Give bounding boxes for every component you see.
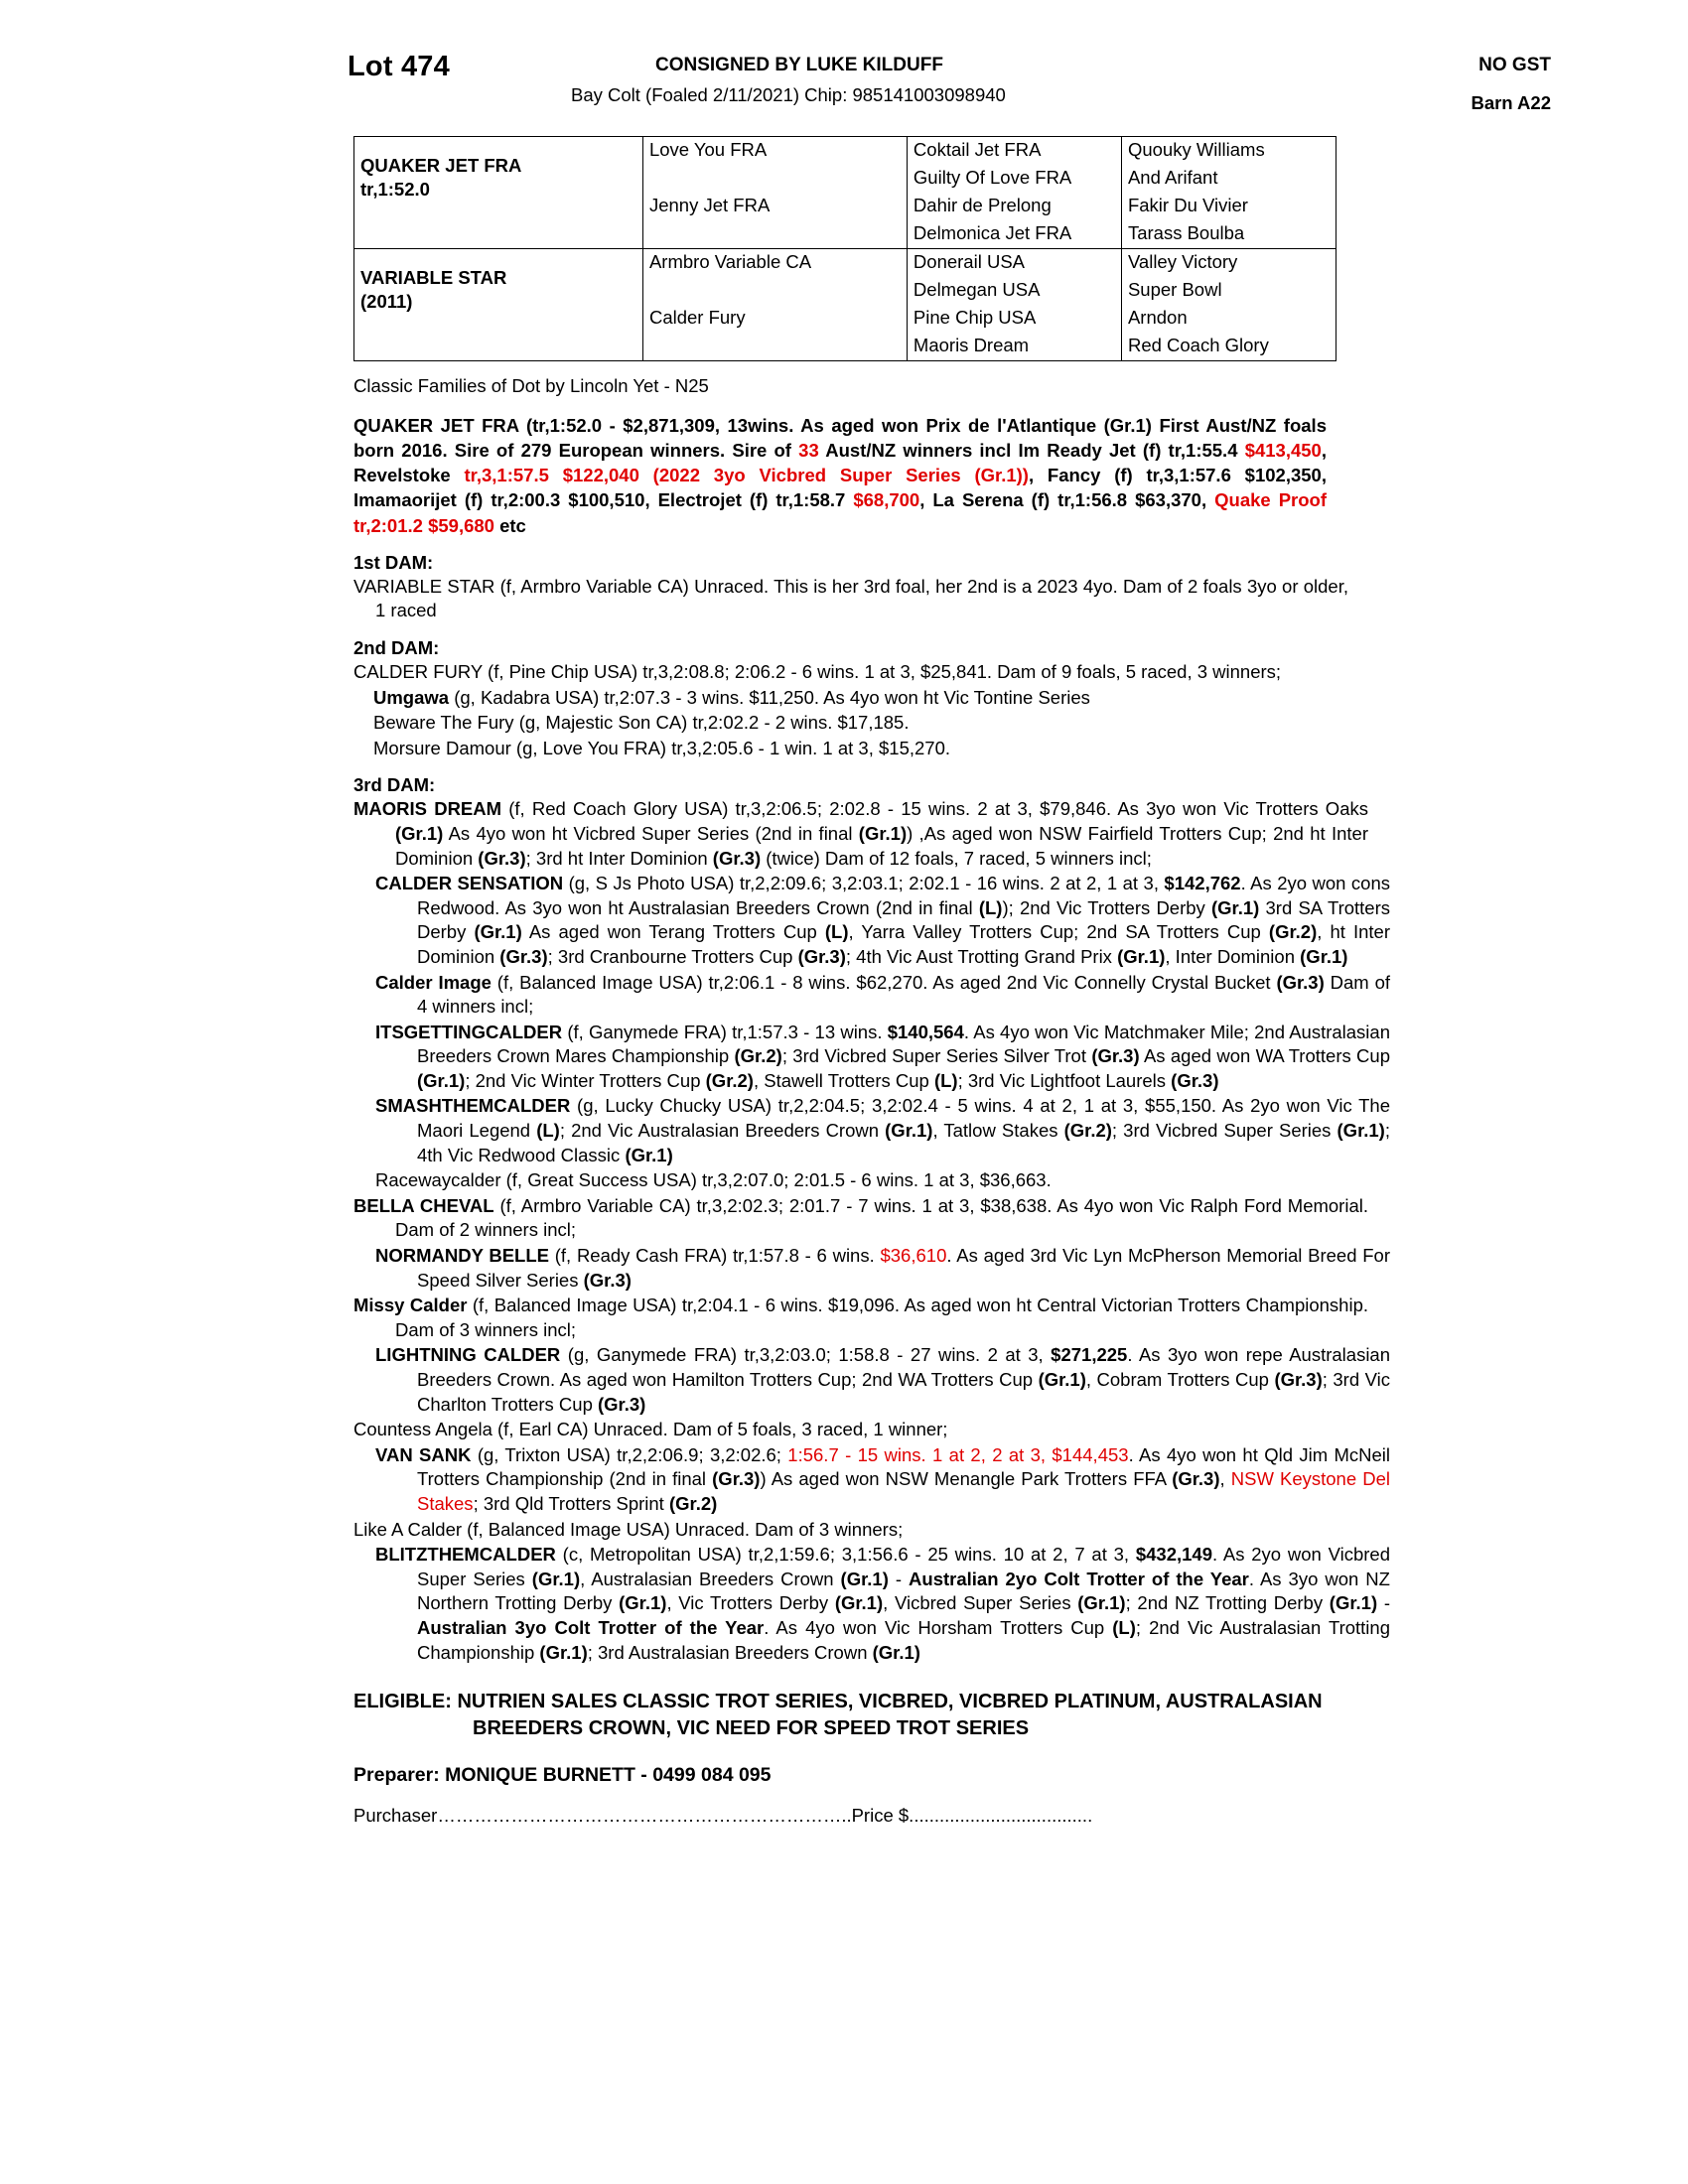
entry-emphasis: (Gr.1)	[625, 1144, 673, 1165]
entry-text: (f, Ganymede FRA) tr,1:57.3 - 13 wins.	[562, 1021, 888, 1042]
entry-emphasis: (Gr.1)	[885, 1120, 933, 1142]
pedigree-sire-cell	[354, 137, 643, 249]
entry-text: (f, Armbro Variable CA) Unraced. This is her 3rd foal, her 2nd is a 2023 4yo. Dam of 2 foals 3yo or older, 1 raced	[375, 575, 1348, 621]
entry-emphasis: (Gr.2)	[1063, 1120, 1112, 1142]
entry-text: ; 2nd NZ Trotting Derby	[1125, 1592, 1330, 1614]
entry-text: , Vicbred Super Series	[883, 1592, 1078, 1614]
entry-emphasis: Australian 2yo Colt Trotter of the Year	[909, 1568, 1249, 1589]
entry-text: . As 3yo won NZ Northern Trotting Derby	[417, 1568, 1390, 1614]
entry-text: , Cobram Trotters Cup	[1085, 1369, 1275, 1390]
entry-text: ; 2nd Vic Australasian Trotting Championship	[417, 1616, 1390, 1663]
entry-highlight: $36,610	[880, 1245, 947, 1267]
entry-emphasis: (L)	[824, 921, 849, 943]
pedigree-entry	[348, 1518, 1368, 1543]
entry-emphasis: Missy Calder	[353, 1295, 468, 1316]
entry-text: (twice) Dam of 12 foals, 7 raced, 5 winners incl;	[761, 847, 1152, 869]
pedigree-row	[354, 249, 1336, 278]
entry-emphasis: (Gr.1)	[1336, 1120, 1385, 1142]
entry-text: ) ,As aged won NSW Fairfield Trotters Cup; 2nd ht Inter Dominion	[395, 822, 1368, 869]
pedigree-entry	[348, 1294, 1368, 1342]
sire-record: tr,1:52.0	[360, 179, 430, 201]
entry-text: , Inter Dominion	[1165, 945, 1301, 967]
entry-highlight: NSW Keystone Del Stakes	[417, 1468, 1390, 1514]
entry-text: (f, Pine Chip USA) tr,3,2:08.8; 2:06.2 - 6 wins. 1 at 3, $25,841. Dam of 9 foals, 5 raced, 3 winners;	[482, 660, 1282, 682]
pedigree-gen2: Jenny Jet FRA	[642, 193, 907, 220]
sire-text: , Revelstoke	[353, 440, 1327, 486]
entry-emphasis: (L)	[536, 1120, 560, 1142]
pedigree-entry	[348, 1194, 1368, 1243]
entry-emphasis: (Gr.1)	[1117, 945, 1166, 967]
sire-text: Aust/NZ winners incl Im Ready Jet (f) tr,1:55.4	[818, 440, 1245, 462]
pedigree-entry	[348, 872, 1390, 969]
entry-text: As aged won Terang Trotters Cup	[521, 921, 825, 943]
entry-text: (g, Kadabra USA) tr,2:07.3 - 3 wins. $11,250. As 4yo won ht Vic Tontine Series	[449, 686, 1090, 708]
entry-emphasis: (Gr.2)	[705, 1069, 754, 1091]
pedigree-gen4: Red Coach Glory	[1127, 335, 1269, 355]
entry-text: ; 2nd Vic Winter Trotters Cup	[465, 1069, 706, 1091]
entry-text: CALDER FURY	[353, 660, 483, 682]
entry-emphasis: (Gr.1)	[539, 1641, 588, 1663]
pedigree-entry	[348, 1244, 1390, 1293]
pedigree-entry	[348, 660, 1348, 685]
entry-text: , Stawell Trotters Cup	[753, 1069, 934, 1091]
entry-text: 3rd SA Trotters Derby	[417, 896, 1391, 943]
pedigree-gen3: Dahir de Prelong	[907, 193, 1121, 220]
entry-emphasis: (Gr.2)	[734, 1045, 782, 1067]
entry-emphasis: (Gr.3)	[1276, 971, 1325, 993]
entry-text: ; 4th Vic Aust Trotting Grand Prix	[845, 945, 1118, 967]
entry-text: ,	[1219, 1468, 1231, 1490]
pedigree-gen4: Quouky Williams	[1127, 139, 1265, 160]
entry-text: -	[1377, 1592, 1390, 1614]
entry-emphasis: (L)	[933, 1069, 958, 1091]
entry-emphasis: Calder Image	[375, 971, 492, 993]
entry-text: , Vic Trotters Derby	[666, 1592, 835, 1614]
dam-name: VARIABLE STAR	[360, 267, 507, 288]
pedigree-gen2: Armbro Variable CA	[642, 249, 907, 278]
entry-emphasis: BLITZTHEMCALDER	[375, 1544, 556, 1566]
entry-emphasis: (Gr.3)	[598, 1393, 646, 1415]
pedigree-gen3: Delmegan USA	[907, 277, 1121, 305]
entry-text: ; 2nd Vic Australasian Breeders Crown	[559, 1120, 886, 1142]
pedigree-entry	[348, 797, 1368, 871]
entry-text: Racewaycalder (f, Great Success USA) tr,3,2:07.0; 2:01.5 - 6 wins. 1 at 3, $36,663.	[375, 1169, 1052, 1191]
entry-emphasis: (Gr.1)	[1329, 1592, 1378, 1614]
entry-text: . As 2yo won cons Redwood. As 3yo won ht Australasian Breeders Crown (2nd in final	[417, 873, 1390, 918]
entry-emphasis: (Gr.1)	[474, 921, 522, 943]
entry-text: , ht Inter Dominion	[417, 921, 1390, 967]
entry-text: (f, Red Coach Glory USA) tr,3,2:06.5; 2:02.8 - 15 wins. 2 at 3, $79,846. As 3yo won Vic Trotters Oaks	[501, 798, 1368, 820]
pedigree-gen4: Super Bowl	[1127, 279, 1222, 300]
entry-emphasis: (Gr.1)	[417, 1069, 466, 1091]
entry-emphasis: (Gr.3)	[1171, 1069, 1219, 1091]
pedigree-entry	[348, 1418, 1368, 1442]
entry-emphasis: (Gr.1)	[1300, 945, 1348, 967]
entry-text: ; 3rd Vicbred Super Series	[1111, 1120, 1337, 1142]
pedigree-gen3: Maoris Dream	[907, 333, 1121, 361]
entry-emphasis: Umgawa	[373, 686, 450, 708]
entry-text: ; 3rd Australasian Breeders Crown	[587, 1641, 873, 1663]
entry-emphasis: BELLA CHEVAL	[353, 1194, 494, 1216]
sire-text: QUAKER JET FRA (tr,1:52.0 - $2,871,309, 13wins. As aged won Prix de l'Atlantique (Gr.1) First Aust/NZ foals born 2016. Sire of 279 European winners. Sire of	[353, 415, 1327, 462]
preparer-line: Preparer: MONIQUE BURNETT - 0499 084 095	[353, 1764, 772, 1787]
entry-text: Dam of 4 winners incl;	[417, 971, 1390, 1018]
pedigree-entry	[348, 1168, 1390, 1193]
entry-text: Like A Calder (f, Balanced Image USA) Unraced. Dam of 3 winners;	[353, 1518, 904, 1540]
entry-emphasis: (Gr.3)	[1091, 1045, 1140, 1067]
sire-highlight: Quake Proof tr,2:01.2 $59,680	[353, 489, 1327, 536]
entry-emphasis: (Gr.3)	[1172, 1468, 1220, 1490]
entry-emphasis: Australian 3yo Colt Trotter of the Year	[417, 1616, 765, 1638]
entry-text: , Yarra Valley Trotters Cup; 2nd SA Trotters Cup	[848, 921, 1269, 943]
entry-emphasis: (Gr.2)	[668, 1492, 718, 1514]
pedigree-gen3: Delmonica Jet FRA	[907, 220, 1121, 249]
pedigree-entry	[348, 686, 1368, 711]
sire-name: QUAKER JET FRA	[360, 155, 522, 176]
entry-emphasis: (Gr.3)	[1274, 1369, 1323, 1390]
purchaser-line: Purchaser…………………………………………………………..Price $....................................	[353, 1805, 1093, 1827]
entry-text: VARIABLE STAR	[353, 575, 495, 597]
entry-emphasis: (Gr.3)	[712, 1468, 761, 1490]
pedigree-gen2: Love You FRA	[642, 137, 907, 166]
dam-heading: 3rd DAM:	[353, 774, 436, 796]
eligibility-note: ELIGIBLE: NUTRIEN SALES CLASSIC TROT SERIES, VICBRED, VICBRED PLATINUM, AUSTRALASIAN BREEDERS CROWN, VIC NEED FOR SPEED TROT SERIES	[353, 1691, 1323, 1740]
pedigree-entry	[348, 1094, 1390, 1167]
sire-text: , Fancy (f) tr,3,1:57.6 $102,350, Imamaorijet (f) tr,2:00.3 $100,510, Electrojet (f) tr,1:58.7	[353, 465, 1327, 511]
pedigree-entry	[348, 1021, 1390, 1094]
entry-emphasis: (Gr.1)	[872, 1641, 920, 1663]
entry-text: ; 3rd Vic Charlton Trotters Cup	[417, 1369, 1390, 1415]
sire-text: , La Serena (f) tr,1:56.8 $63,370,	[919, 489, 1215, 511]
entry-text: ; 3rd Cranbourne Trotters Cup	[547, 945, 798, 967]
sire-highlight: 33	[798, 440, 819, 462]
entry-emphasis: CALDER SENSATION	[375, 873, 564, 894]
entry-emphasis: $142,762	[1164, 873, 1241, 894]
pedigree-gen4: Tarass Boulba	[1127, 222, 1245, 243]
page-header	[348, 45, 1589, 136]
entry-highlight: 1:56.7 - 15 wins. 1 at 2, 2 at 3, $144,453	[787, 1443, 1129, 1465]
pedigree-gen3: Pine Chip USA	[907, 305, 1121, 333]
entry-text: , Tatlow Stakes	[932, 1120, 1064, 1142]
sire-highlight: $413,450	[1244, 440, 1322, 462]
pedigree-gen2	[642, 277, 907, 305]
entry-emphasis: VAN SANK	[375, 1443, 472, 1465]
entry-text: . As aged 3rd Vic Lyn McPherson Memorial Breed For Speed Silver Series	[417, 1245, 1390, 1291]
barn-label: Barn A22	[1471, 92, 1551, 113]
pedigree-entry	[348, 575, 1348, 623]
entry-text: ; 4th Vic Redwood Classic	[417, 1120, 1390, 1165]
pedigree-gen4: Arndon	[1127, 307, 1188, 328]
entry-text: Morsure Damour (g, Love You FRA) tr,3,2:05.6 - 1 win. 1 at 3, $15,270.	[373, 737, 951, 758]
entry-text: ) As aged won NSW Menangle Park Trotters FFA	[760, 1468, 1173, 1490]
entry-emphasis: (Gr.1)	[531, 1568, 581, 1589]
entry-emphasis: MAORIS DREAM	[353, 798, 502, 820]
entry-emphasis: $432,149	[1135, 1544, 1213, 1566]
sire-text: etc	[493, 514, 526, 536]
pedigree-gen3: Guilty Of Love FRA	[907, 165, 1121, 193]
entry-text: ; 3rd Vic Lightfoot Laurels	[957, 1069, 1172, 1091]
entry-text: . As 2yo won Vicbred Super Series	[417, 1544, 1390, 1589]
entry-emphasis: ITSGETTINGCALDER	[375, 1021, 563, 1042]
entry-text: (g, Ganymede FRA) tr,3,2:03.0; 1:58.8 - 27 wins. 2 at 3,	[560, 1344, 1052, 1366]
entry-text: (f, Balanced Image USA) tr,2:06.1 - 8 wins. $62,270. As aged 2nd Vic Connelly Crystal Bucket	[491, 971, 1277, 993]
entry-text: Countess Angela (f, Earl CA) Unraced. Dam of 5 foals, 3 raced, 1 winner;	[353, 1419, 948, 1440]
entry-emphasis: (Gr.3)	[712, 847, 762, 869]
entry-emphasis: (Gr.1)	[1211, 896, 1260, 918]
pedigree-row	[354, 137, 1336, 166]
entry-text: (g, Trixton USA) tr,2,2:06.9; 3,2:02.6;	[471, 1443, 788, 1465]
sire-highlight: $68,700	[853, 489, 920, 511]
entry-emphasis: (Gr.1)	[1038, 1369, 1086, 1390]
pedigree-entry	[348, 1543, 1390, 1665]
pedigree-gen4: And Arifant	[1127, 167, 1218, 188]
sire-highlight: tr,3,1:57.5 $122,040 (2022 3yo Vicbred Super Series (Gr.1))	[464, 465, 1029, 486]
dam-year: (2011)	[360, 291, 413, 313]
entry-emphasis: $271,225	[1051, 1344, 1128, 1366]
pedigree-gen3: Coktail Jet FRA	[907, 137, 1121, 166]
pedigree-entry	[348, 711, 1368, 736]
entry-emphasis: (Gr.3)	[499, 945, 548, 967]
entry-text: As aged won WA Trotters Cup	[1139, 1045, 1390, 1067]
entry-text: Beware The Fury (g, Majestic Son CA) tr,2:02.2 - 2 wins. $17,185.	[373, 712, 910, 734]
dam-sections	[348, 552, 1589, 1665]
entry-emphasis: SMASHTHEMCALDER	[375, 1095, 571, 1117]
pedigree-table	[353, 136, 1336, 361]
sire-paragraph	[353, 413, 1327, 538]
entry-text: (f, Ready Cash FRA) tr,1:57.8 - 6 wins.	[549, 1245, 881, 1267]
pedigree-gen2	[642, 165, 907, 193]
entry-text: , Australasian Breeders Crown	[580, 1568, 841, 1589]
consignor-line: CONSIGNED BY LUKE KILDUFF	[655, 55, 943, 75]
entry-emphasis: (Gr.1)	[858, 822, 908, 844]
entry-text: ); 2nd Vic Trotters Derby	[1002, 896, 1211, 918]
gst-status: NO GST	[1478, 55, 1551, 75]
classic-families-line: Classic Families of Dot by Lincoln Yet - N25	[353, 375, 709, 396]
pedigree-gen4: Valley Victory	[1121, 249, 1336, 278]
entry-text: (f, Armbro Variable CA) tr,3,2:02.3; 2:01.7 - 7 wins. 1 at 3, $38,638. As 4yo won Vic Ralph Ford Memorial. Dam of 2 winners incl;	[395, 1194, 1368, 1241]
entry-text: . As 4yo won ht Qld Jim McNeil Trotters Championship (2nd in final	[417, 1443, 1390, 1490]
entry-text: As 4yo won ht Vicbred Super Series (2nd in final	[443, 822, 859, 844]
horse-description: Bay Colt (Foaled 2/11/2021) Chip: 985141003098940	[571, 84, 1006, 105]
pedigree-gen2	[642, 220, 907, 249]
entry-emphasis: (Gr.3)	[583, 1269, 632, 1291]
entry-text: . As 4yo won Vic Matchmaker Mile; 2nd Australasian Breeders Crown Mares Championship	[417, 1021, 1390, 1067]
pedigree-entry	[348, 971, 1390, 1020]
entry-emphasis: (Gr.2)	[1268, 921, 1318, 943]
entry-emphasis: (Gr.1)	[395, 822, 444, 844]
entry-text: ; 3rd ht Inter Dominion	[525, 847, 713, 869]
pedigree-entry	[348, 737, 1368, 761]
entry-emphasis: (Gr.1)	[1077, 1592, 1126, 1614]
entry-emphasis: (Gr.1)	[834, 1592, 884, 1614]
entry-text: (g, Lucky Chucky USA) tr,2,2:04.5; 3,2:02.4 - 5 wins. 4 at 2, 1 at 3, $55,150. As 2yo won Vic The Maori Legend	[417, 1095, 1390, 1142]
dam-heading: 2nd DAM:	[353, 636, 440, 658]
pedigree-gen4: Fakir Du Vivier	[1127, 195, 1248, 215]
entry-emphasis: (Gr.1)	[619, 1592, 667, 1614]
entry-text: ; 3rd Vicbred Super Series Silver Trot	[781, 1045, 1092, 1067]
entry-emphasis: (L)	[978, 896, 1003, 918]
entry-text: ; 3rd Qld Trotters Sprint	[473, 1492, 669, 1514]
entry-emphasis: (Gr.3)	[797, 945, 846, 967]
lot-number: Lot 474	[348, 51, 450, 82]
pedigree-entry	[348, 1443, 1390, 1517]
entry-text: -	[888, 1568, 910, 1589]
pedigree-dam-cell	[354, 249, 643, 361]
dam-heading: 1st DAM:	[353, 551, 434, 573]
pedigree-entry	[348, 1343, 1390, 1417]
entry-text: . As 3yo won repe Australasian Breeders Crown. As aged won Hamilton Trotters Cup; 2nd WA Trotters Cup	[417, 1344, 1391, 1390]
entry-emphasis: $140,564	[887, 1021, 964, 1042]
pedigree-gen3: Donerail USA	[907, 249, 1121, 278]
entry-emphasis: NORMANDY BELLE	[375, 1245, 549, 1267]
entry-text: (c, Metropolitan USA) tr,2,1:59.6; 3,1:56.6 - 25 wins. 10 at 2, 7 at 3,	[555, 1544, 1136, 1566]
entry-text: (g, S Js Photo USA) tr,2,2:09.6; 3,2:03.1; 2:02.1 - 16 wins. 2 at 2, 1 at 3,	[563, 873, 1165, 894]
entry-emphasis: LIGHTNING CALDER	[375, 1344, 561, 1366]
entry-emphasis: (Gr.1)	[840, 1568, 889, 1589]
pedigree-gen2: Calder Fury	[642, 305, 907, 333]
pedigree-gen2	[642, 333, 907, 361]
entry-emphasis: (Gr.3)	[478, 847, 526, 869]
entry-text: . As 4yo won Vic Horsham Trotters Cup	[764, 1616, 1113, 1638]
entry-emphasis: (L)	[1112, 1616, 1136, 1638]
entry-text: (f, Balanced Image USA) tr,2:04.1 - 6 wins. $19,096. As aged won ht Central Victorian Trotters Championship. Dam of 3 winners incl;	[395, 1295, 1368, 1340]
